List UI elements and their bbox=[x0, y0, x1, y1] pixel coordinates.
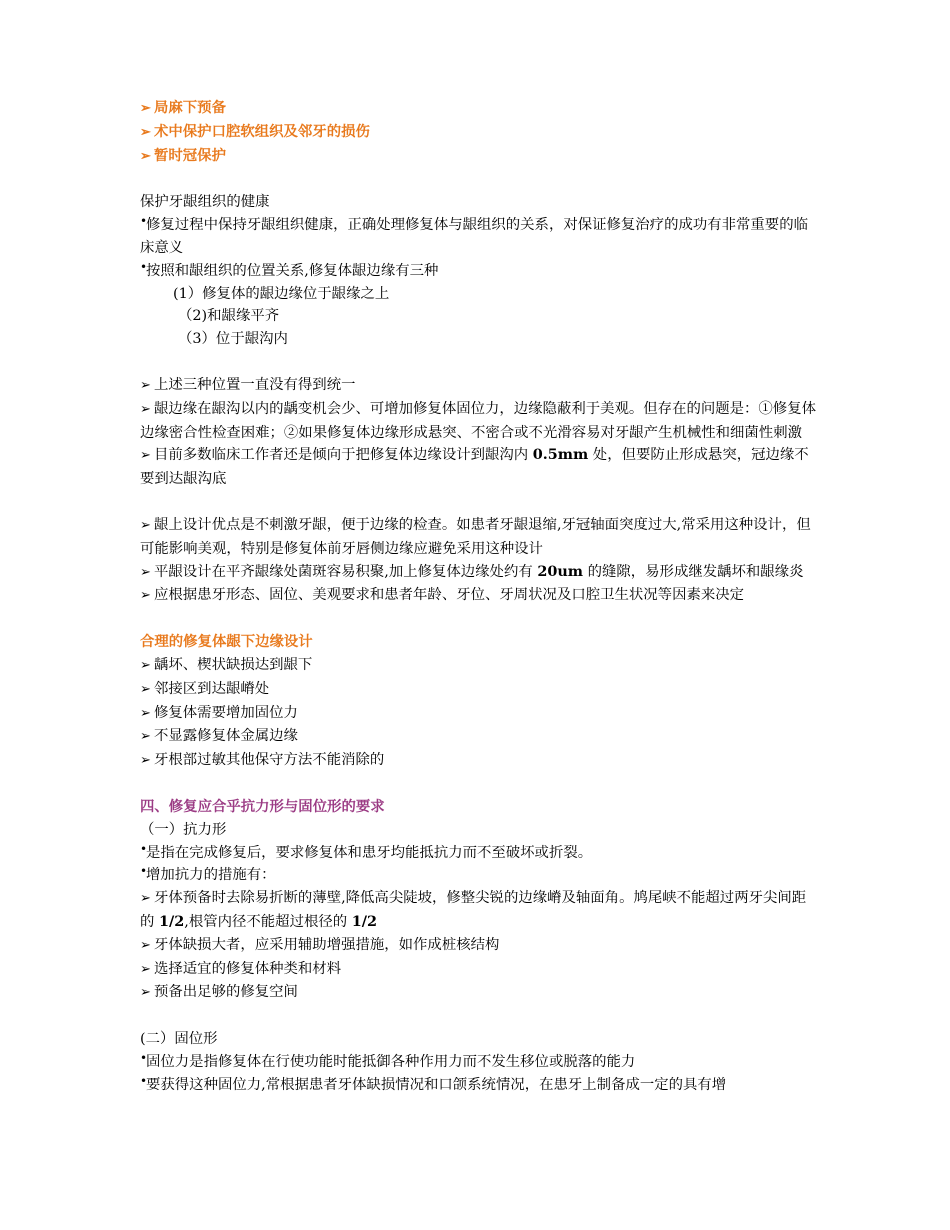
sub-heading: （一）抗力形 bbox=[140, 821, 227, 838]
sub-heading: (二）固位形 bbox=[140, 1031, 218, 1048]
arrow-bullet-icon: ➢ bbox=[140, 101, 151, 116]
list-item: ➢ 术中保护口腔软组织及邻牙的损伤 bbox=[140, 121, 820, 145]
dot-bullet-icon: • bbox=[140, 259, 148, 274]
sub-item: (1）修复体的龈边缘位于龈缘之上 bbox=[173, 285, 390, 302]
paragraph: ➢ 目前多数临床工作者还是倾向于把修复体边缘设计到龈沟内 0.5mm 处，但要防止形成悬突，冠边缘不要到达龈沟底 bbox=[140, 446, 809, 488]
arrow-bullet-icon: ➢ bbox=[140, 564, 151, 580]
paragraph: ➢ 选择适宜的修复体种类和材料 bbox=[140, 958, 820, 982]
document-content bbox=[140, 97, 820, 1096]
arrow-bullet-icon: ➢ bbox=[140, 729, 151, 745]
section-heading: 合理的修复体龈下边缘设计 bbox=[140, 633, 313, 651]
arrow-bullet-icon: ➢ bbox=[140, 681, 151, 697]
section-heading: 四、修复应合乎抗力形与固位形的要求 bbox=[140, 797, 385, 815]
arrow-bullet-icon: ➢ bbox=[140, 937, 151, 953]
list-item: ➢ 牙根部过敏其他保守方法不能消除的 bbox=[140, 749, 820, 773]
list-item: ➢ 不显露修复体金属边缘 bbox=[140, 725, 820, 749]
arrow-bullet-icon: ➢ bbox=[140, 377, 151, 393]
arrow-bullet-icon: ➢ bbox=[140, 448, 151, 464]
arrow-bullet-icon: ➢ bbox=[140, 517, 151, 533]
arrow-bullet-icon: ➢ bbox=[140, 753, 151, 769]
arrow-bullet-icon: ➢ bbox=[140, 891, 151, 907]
dot-bullet-icon: • bbox=[140, 1073, 148, 1088]
paragraph: •按照和龈组织的位置关系,修复体龈边缘有三种 bbox=[140, 260, 820, 283]
sub-item: （2)和龈缘平齐 bbox=[178, 308, 280, 325]
paragraph: •修复过程中保持牙龈组织健康，正确处理修复体与龈组织的关系，对保证修复治疗的成功有非常重要的临床意义 bbox=[140, 214, 820, 260]
paragraph: ➢ 平龈设计在平齐龈缘处菌斑容易积聚,加上修复体边缘处约有 20um 的缝隙，易形成继发龋坏和龈缘炎 bbox=[140, 561, 820, 585]
dot-bullet-icon: • bbox=[140, 841, 148, 856]
arrow-bullet-icon: ➢ bbox=[140, 588, 151, 604]
paragraph: •要获得这种固位力,常根据患者牙体缺损情况和口颌系统情况，在患牙上制备成一定的具有增 bbox=[140, 1074, 820, 1097]
paragraph: ➢ 龈上设计优点是不刺激牙龈，便于边缘的检查。如患者牙龈退缩,牙冠轴面突度过大,常采用这种设计，但可能影响美观，特别是修复体前牙唇侧边缘应避免采用这种设计 bbox=[140, 516, 811, 557]
paragraph: •是指在完成修复后，要求修复体和患牙均能抵抗力而不至破坏或折裂。 bbox=[140, 842, 820, 865]
list-item: ➢ 暂时冠保护 bbox=[140, 145, 820, 169]
list-item: ➢ 邻接区到达龈嵴处 bbox=[140, 678, 820, 702]
paragraph: ➢ 牙体预备时去除易折断的薄壁,降低高尖陡坡，修整尖锐的边缘嵴及轴面角。鸠尾峡不能超过两牙尖间距的 1/2,根管内径不能超过根径的 1/2 bbox=[140, 890, 807, 930]
arrow-bullet-icon: ➢ bbox=[140, 705, 151, 721]
dot-bullet-icon: • bbox=[140, 1050, 148, 1065]
arrow-bullet-icon: ➢ bbox=[140, 401, 151, 417]
list-item: ➢ 修复体需要增加固位力 bbox=[140, 702, 820, 726]
dot-bullet-icon: • bbox=[140, 214, 148, 229]
paragraph: ➢ 龈边缘在龈沟以内的龋变机会少、可增加修复体固位力，边缘隐蔽利于美观。但存在的问题是：①修复体边缘密合性检查困难；②如果修复体边缘形成悬突、不密合或不光滑容易对牙龈产生机械性和细菌性刺激 bbox=[140, 400, 816, 441]
arrow-bullet-icon: ➢ bbox=[140, 124, 151, 140]
arrow-bullet-icon: ➢ bbox=[140, 961, 151, 977]
paragraph: ➢ 预备出足够的修复空间 bbox=[140, 981, 820, 1005]
arrow-bullet-icon: ➢ bbox=[140, 657, 151, 673]
sub-item: （3）位于龈沟内 bbox=[178, 331, 288, 348]
paragraph: ➢ 上述三种位置一直没有得到统一 bbox=[140, 374, 820, 398]
paragraph: •固位力是指修复体在行使功能时能抵御各种作用力而不发生移位或脱落的能力 bbox=[140, 1051, 820, 1074]
dot-bullet-icon: • bbox=[140, 864, 148, 879]
paragraph: ➢ 牙体缺损大者，应采用辅助增强措施，如作成桩核结构 bbox=[140, 934, 820, 958]
list-item: ➢ 局麻下预备 bbox=[140, 97, 820, 121]
paragraph: ➢ 应根据患牙形态、固位、美观要求和患者年龄、牙位、牙周状况及口腔卫生状况等因素来决定 bbox=[140, 584, 820, 608]
arrow-bullet-icon: ➢ bbox=[140, 148, 151, 164]
paragraph: •增加抗力的措施有： bbox=[140, 864, 820, 887]
section-heading: 保护牙龈组织的健康 bbox=[140, 194, 270, 211]
list-item: ➢ 龋坏、楔状缺损达到龈下 bbox=[140, 654, 820, 678]
arrow-bullet-icon: ➢ bbox=[140, 985, 151, 1001]
